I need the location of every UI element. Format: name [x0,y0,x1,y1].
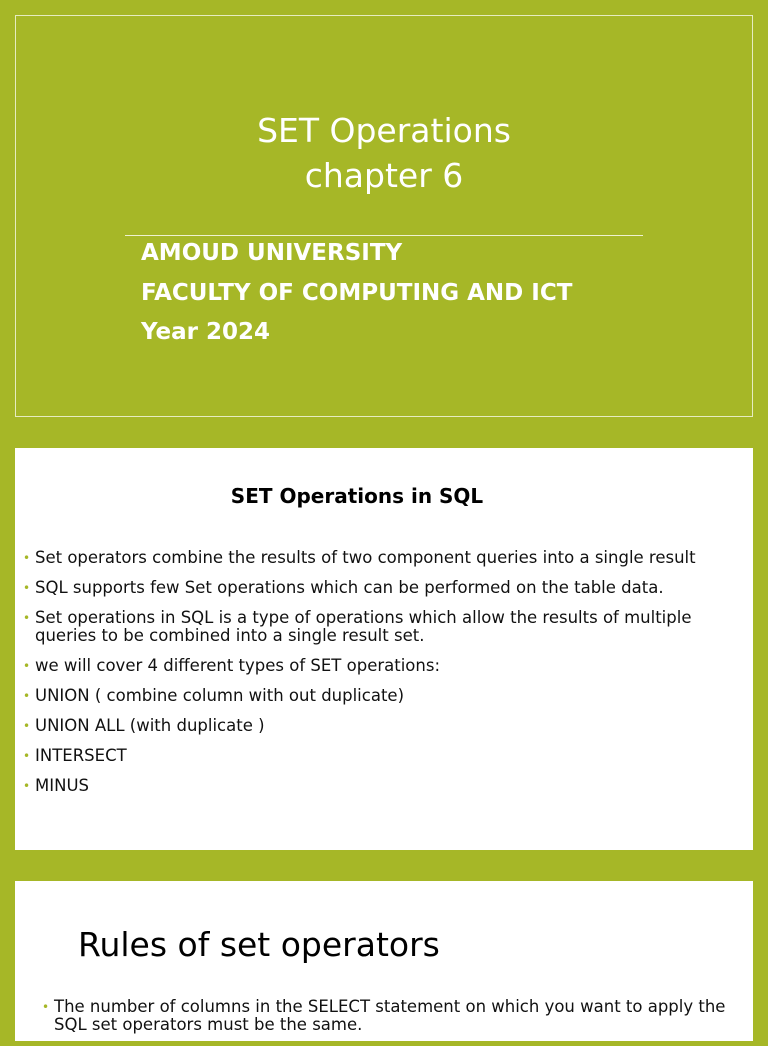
slide-title [16,108,752,198]
bullet-dot-icon: • [23,689,31,703]
bullet-dot-icon: • [23,659,31,673]
bullet-text: Set operations in SQL is a type of operations which allow the results of multiple queries to be combined into a single result set. [35,608,692,645]
bullet-list [42,998,742,1046]
slide-heading: Rules of set operators [78,925,440,964]
bullet-dot-icon: • [23,719,31,733]
subtitle-line-3: Year 2024 [141,319,271,345]
set-operations-slide [15,448,753,850]
bullet-item [23,747,748,765]
title-line-1: SET Operations [257,111,511,150]
title-slide [15,15,753,417]
bullet-item [23,687,748,705]
bullet-dot-icon: • [23,611,31,625]
bullet-text: INTERSECT [35,746,127,765]
bullet-text: Set operators combine the results of two component queries into a single result [35,548,696,567]
bullet-dot-icon: • [23,551,31,565]
bullet-dot-icon: • [23,779,31,793]
bullet-text: UNION ALL (with duplicate ) [35,716,265,735]
bullet-item [23,717,748,735]
bullet-item [23,657,748,675]
slide-heading: SET Operations in SQL [230,484,484,508]
bullet-item [42,998,742,1034]
bullet-text: SQL supports few Set operations which can be performed on the table data. [35,578,664,597]
bullet-item [23,579,748,597]
bullet-text: MINUS [35,776,89,795]
bullet-item [23,777,748,795]
bullet-text: UNION ( combine column with out duplicate) [35,686,405,705]
bullet-list [23,549,748,807]
bullet-item [23,549,748,567]
title-line-2: chapter 6 [304,156,464,195]
bullet-dot-icon: • [23,581,31,595]
bullet-item [23,609,748,645]
subtitle-line-2: FACULTY OF COMPUTING AND ICT [141,279,573,306]
subtitle-line-1: AMOUD UNIVERSITY [141,240,403,266]
bullet-dot-icon: • [42,1000,50,1014]
bullet-text: we will cover 4 different types of SET operations: [35,656,441,675]
slide-subtitle [141,234,572,353]
bullet-dot-icon: • [23,749,31,763]
rules-slide [15,881,753,1041]
bullet-text: The number of columns in the SELECT statement on which you want to apply the SQL set operators must be the same. [54,997,726,1034]
